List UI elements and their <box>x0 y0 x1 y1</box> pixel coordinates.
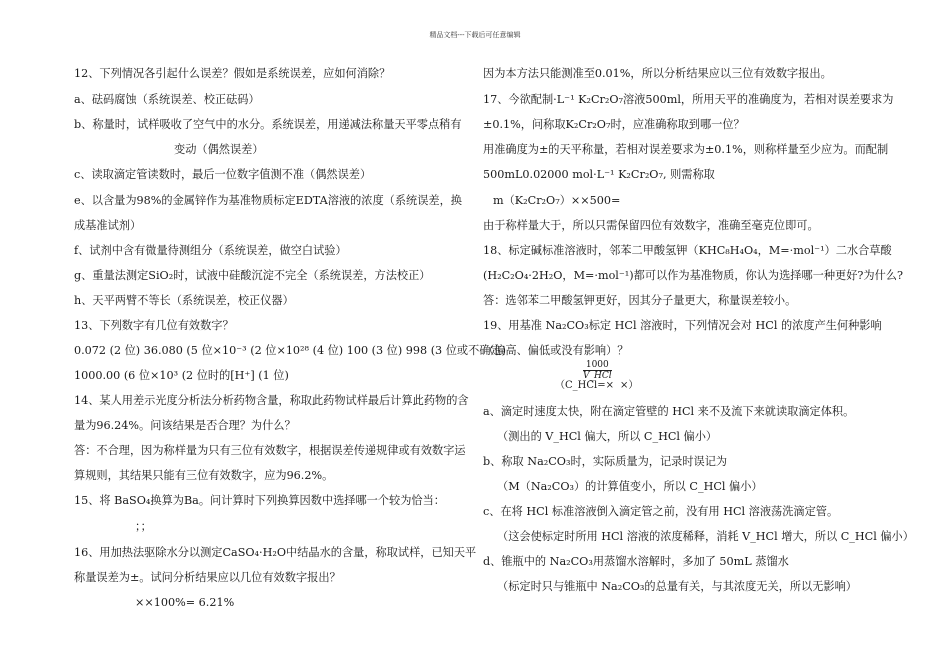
q19-formula-right: ×） <box>620 380 639 391</box>
q19-item-b: b、称取 Na₂CO₃时，实际质量为，记录时误记为 <box>483 455 728 468</box>
q18-title: 18、标定碱标准溶液时，邻苯二甲酸氢钾（KHC₈H₄O₄，M=·mol⁻¹）二水合草酸 <box>483 244 892 257</box>
q16-title: 16、用加热法驱除水分以测定CaSO₄·H₂O中结晶水的含量，称取试样，已知天平 <box>74 546 477 559</box>
q13-title: 13、下列数字有几位有效数字？ <box>74 319 234 332</box>
q19-item-c-answer: （这会使标定时所用 HCl 溶液的浓度稀释，消耗 V_HCl 增大，所以 C_HCl 偏小） <box>497 530 914 543</box>
q17-title-cont: ±0.1%，问称取K₂Cr₂O₇时，应准确称取到哪一位？ <box>483 118 745 131</box>
q12-item-f: f、试剂中含有微量待测组分（系统误差，做空白试验） <box>74 244 347 257</box>
q17-conclusion: 由于称样量大于，所以只需保留四位有效数字，准确至毫克位即可。 <box>483 219 819 232</box>
q12-item-a: a、砝码腐蚀（系统误差、校正砝码） <box>74 93 260 106</box>
q19-item-d: d、锥瓶中的 Na₂CO₃用蒸馏水溶解时，多加了 50mL 蒸馏水 <box>483 555 789 568</box>
q17-title: 17、今欲配制·L⁻¹ K₂Cr₂O₇溶液500ml，所用天平的准确度为，若相对误差要求为 <box>483 93 894 106</box>
q16-result: ××100%= 6.21% <box>135 596 235 609</box>
q14-title: 14、某人用差示光度分析法分析药物含量，称取此药物试样最后计算此药物的含 <box>74 394 469 407</box>
q19-item-a: a、滴定时速度太快，附在滴定管壁的 HCl 来不及流下来就读取滴定体积。 <box>483 405 855 418</box>
q17-answer: 用准确度为±的天平称量，若相对误差要求为±0.1%，则称样量至少应为。而配制 <box>483 143 889 156</box>
q16-conclusion: 因为本方法只能测准至0.01%，所以分析结果应以三位有效数字报出。 <box>483 67 832 80</box>
q19-item-c: c、在将 HCl 标准溶液倒入滴定管之前，没有用 HCl 溶液荡洗滴定管。 <box>483 505 839 518</box>
fraction-numerator: 1000 <box>583 360 612 371</box>
q19-item-a-answer: （测出的 V_HCl 偏大，所以 C_HCl 偏小） <box>497 430 718 443</box>
q19-item-d-answer: （标定时只与锥瓶中 Na₂CO₃的总量有关，与其浓度无关，所以无影响） <box>497 580 857 593</box>
q19-fraction <box>583 360 612 381</box>
q12-item-e-cont: 成基准试剂） <box>74 219 142 232</box>
q15-title: 15、将 BaSO₄换算为Ba。问计算时下列换算因数中选择哪一个较为恰当： <box>74 494 445 507</box>
q12-item-b: b、称量时，试样吸收了空气中的水分。系统误差，用递减法称量天平零点稍有 <box>74 118 462 131</box>
q12-item-h: h、天平两臂不等长（系统误差，校正仪器） <box>74 294 294 307</box>
q17-answer-cont: 500mL0.02000 mol·L⁻¹ K₂Cr₂O₇, 则需称取 <box>483 168 715 181</box>
q14-answer-cont: 算规则，其结果只能有三位有效数字，应为96.2%。 <box>74 469 334 482</box>
q16-title-cont: 称量误差为±。试问分析结果应以几位有效数字报出？ <box>74 571 341 584</box>
q13-numbers-row2: 1000.00 (6 位×10³ (2 位时的[H⁺] (1 位) <box>74 369 289 382</box>
q12-item-g: g、重量法测定SiO₂时，试液中硅酸沉淀不完全（系统误差，方法校正） <box>74 269 431 282</box>
q18-title-cont: (H₂C₂O₄·2H₂O，M=·mol⁻¹)都可以作为基准物质，你认为选择哪一种更好?为什么? <box>483 269 903 282</box>
q17-mass-formula: m（K₂Cr₂O₇）××500= <box>493 194 621 207</box>
q13-numbers-row1: 0.072 (2 位) 36.080 (5 位×10⁻³ (2 位×10²⁸ (4 位) 100 (3 位) 998 (3 位或不确定) <box>74 344 507 357</box>
fraction-denominator: V_HCl <box>583 371 612 381</box>
q19-item-b-answer: （M（Na₂CO₃）的计算值变小，所以 C_HCl 偏小） <box>497 480 763 493</box>
q12-item-c: c、读取滴定管读数时，最后一位数字值测不准（偶然误差） <box>74 168 372 181</box>
q14-answer: 答：不合理，因为称样量为只有三位有效数字，根据误差传递规律或有效数字运 <box>74 444 466 457</box>
q14-title-cont: 量为96.24%。问该结果是否合理？为什么？ <box>74 419 296 432</box>
q12-title: 12、下列情况各引起什么误差？假如是系统误差，应如何消除？ <box>74 67 391 80</box>
q18-answer: 答：选邻苯二甲酸氢钾更好，因其分子量更大，称量误差较小。 <box>483 294 797 307</box>
q19-title-cont: （偏高、偏低或没有影响）？ <box>483 344 629 357</box>
q19-formula-left: （C_HCl=× <box>555 380 614 391</box>
q19-title: 19、用基准 Na₂CO₃标定 HCl 溶液时，下列情况会对 HCl 的浓度产生何种影响 <box>483 319 882 332</box>
q12-item-e: e、以含量为98%的金属锌作为基准物质标定EDTA溶液的浓度（系统误差，换 <box>74 194 462 207</box>
q12-item-b-cont: 变动（偶然误差） <box>174 143 264 156</box>
q15-options: ；； <box>135 520 152 533</box>
page-header: 精品文档---下载后可任意编辑 <box>429 31 521 39</box>
